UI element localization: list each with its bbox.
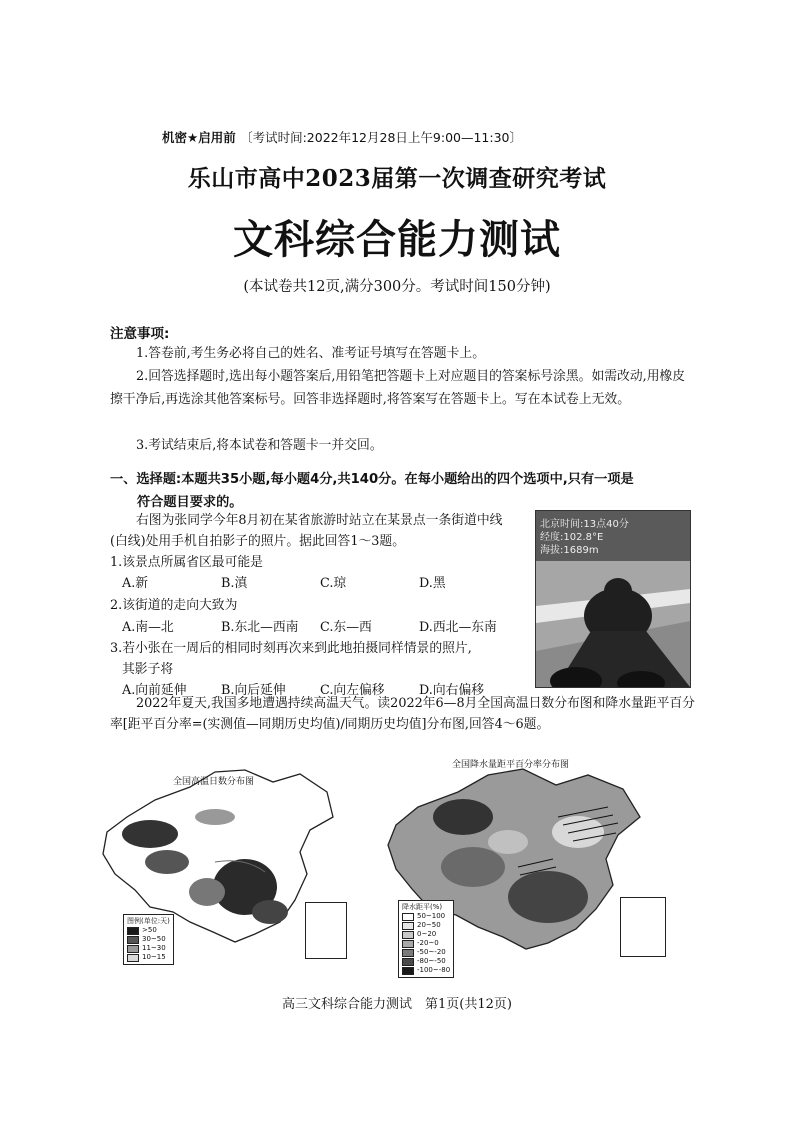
map1-legend <box>123 914 174 965</box>
legend-row <box>127 926 170 935</box>
exam-title: 乐山市高中2023届第一次调查研究考试 <box>187 165 607 192</box>
option: D.黑 <box>419 576 446 591</box>
legend-swatch <box>402 913 414 921</box>
option: B.滇 <box>221 576 248 591</box>
high-temp-days-map <box>95 762 355 962</box>
map2-legend-title: 降水距平(%) <box>402 903 443 911</box>
notice-item-1: 1.答卷前,考生务必将自己的姓名、准考证号填写在答题卡上。 <box>136 346 485 361</box>
page-footer: 高三文科综合能力测试 第1页(共12页) <box>282 997 512 1012</box>
legend-swatch <box>127 936 139 944</box>
legend-label: -100~-80 <box>417 966 451 974</box>
confidential-label: 机密★启用前 <box>162 130 236 145</box>
question-3-stem: 3.若小张在一周后的相同时刻再次来到此地拍摄同样情景的照片, <box>110 641 472 656</box>
legend-label: 20~50 <box>417 921 441 929</box>
legend-label: 10~15 <box>142 953 166 961</box>
legend-swatch <box>402 940 414 948</box>
confidential-line <box>162 128 522 146</box>
map1-south-sea-inset <box>305 902 347 959</box>
notice-item-3: 3.考试结束后,将本试卷和答题卡一并交回。 <box>136 438 383 453</box>
notice-item-2: 2.回答选择题时,选出每小题答案后,用铅笔把答题卡上对应题目的答案标号涂黑。如需改动,用橡皮擦干净后,再选涂其他答案标号。回答非选择题时,将答案写在答题卡上。写在本试卷上无效。 <box>110 369 686 407</box>
legend-swatch <box>127 927 139 935</box>
legend-label: -80~-50 <box>417 957 446 965</box>
option: C.东—西 <box>320 620 372 635</box>
option: A.向前延伸 <box>122 683 187 698</box>
photo-altitude: 海拔:1689m <box>540 545 599 556</box>
option: A.南—北 <box>122 620 174 635</box>
passage-2: 2022年夏天,我国多地遭遇持续高温天气。读2022年6—8月全国高温日数分布图和降水量距平百分率[距平百分率=(实测值—同期历史均值)/同期历史均值]分布图,回答4～6题。 <box>110 696 695 732</box>
legend-label: >50 <box>142 926 157 934</box>
photo-longitude: 经度:102.8°E <box>540 532 604 543</box>
exam-time: 〔考试时间:2022年12月28日上午9:00—11:30〕 <box>240 130 523 145</box>
legend-row <box>402 930 450 939</box>
legend-label: 0~20 <box>417 930 437 938</box>
question-2-options <box>122 617 518 638</box>
legend-label: 50~100 <box>417 912 446 920</box>
question-3-stem-cont: 其影子将 <box>122 662 174 677</box>
passage-1: 右图为张同学今年8月初在某省旅游时站立在某景点一条街道中线(白线)处用手机自拍影子的照片。据此回答1～3题。 <box>110 513 503 549</box>
legend-swatch <box>402 967 414 975</box>
option: B.东北—西南 <box>221 620 299 635</box>
legend-label: -20~0 <box>417 939 439 947</box>
legend-row <box>127 944 170 953</box>
legend-row <box>402 966 450 975</box>
legend-label: -50~-20 <box>417 948 446 956</box>
precip-anomaly-map <box>378 747 678 974</box>
legend-swatch <box>402 922 414 930</box>
section-line-1: 一、选择题:本题共35小题,每小题4分,共140分。在每小题给出的四个选项中,只有一项是 <box>110 472 634 487</box>
legend-swatch <box>127 945 139 953</box>
subject-title: 文科综合能力测试 <box>233 216 561 263</box>
legend-row <box>402 939 450 948</box>
option: A.新 <box>122 576 149 591</box>
question-1-stem: 1.该景点所属省区最可能是 <box>110 555 263 570</box>
option: B.向后延伸 <box>221 683 286 698</box>
legend-swatch <box>127 954 139 962</box>
legend-row <box>402 921 450 930</box>
map1-title: 全国高温日数分布图 <box>173 777 255 787</box>
section-line-2: 符合题目要求的。 <box>137 495 243 510</box>
legend-swatch <box>402 949 414 957</box>
option: C.琼 <box>320 576 347 591</box>
notice-title: 注意事项: <box>110 326 170 342</box>
option: C.向左偏移 <box>320 683 385 698</box>
map2-legend <box>398 900 454 978</box>
exam-info: (本试卷共12页,满分300分。考试时间150分钟) <box>243 279 551 295</box>
option: D.西北—东南 <box>419 620 497 635</box>
question-1-options <box>122 573 518 594</box>
map2-title: 全国降水量距平百分率分布图 <box>452 760 570 770</box>
photo-time: 北京时间:13点40分 <box>540 519 629 530</box>
map1-legend-title: 图例(单位:天) <box>127 917 170 925</box>
legend-row <box>402 948 450 957</box>
legend-row <box>402 912 450 921</box>
section-heading <box>110 468 690 514</box>
legend-row <box>127 953 170 962</box>
question-2-stem: 2.该街道的走向大致为 <box>110 598 238 613</box>
map2-south-sea-inset <box>620 897 666 957</box>
legend-swatch <box>402 958 414 966</box>
legend-row <box>127 935 170 944</box>
shadow-photo <box>535 510 691 688</box>
legend-swatch <box>402 931 414 939</box>
legend-row <box>402 957 450 966</box>
legend-label: 30~50 <box>142 935 166 943</box>
legend-label: 11~30 <box>142 944 166 952</box>
option: D.向右偏移 <box>419 683 485 698</box>
